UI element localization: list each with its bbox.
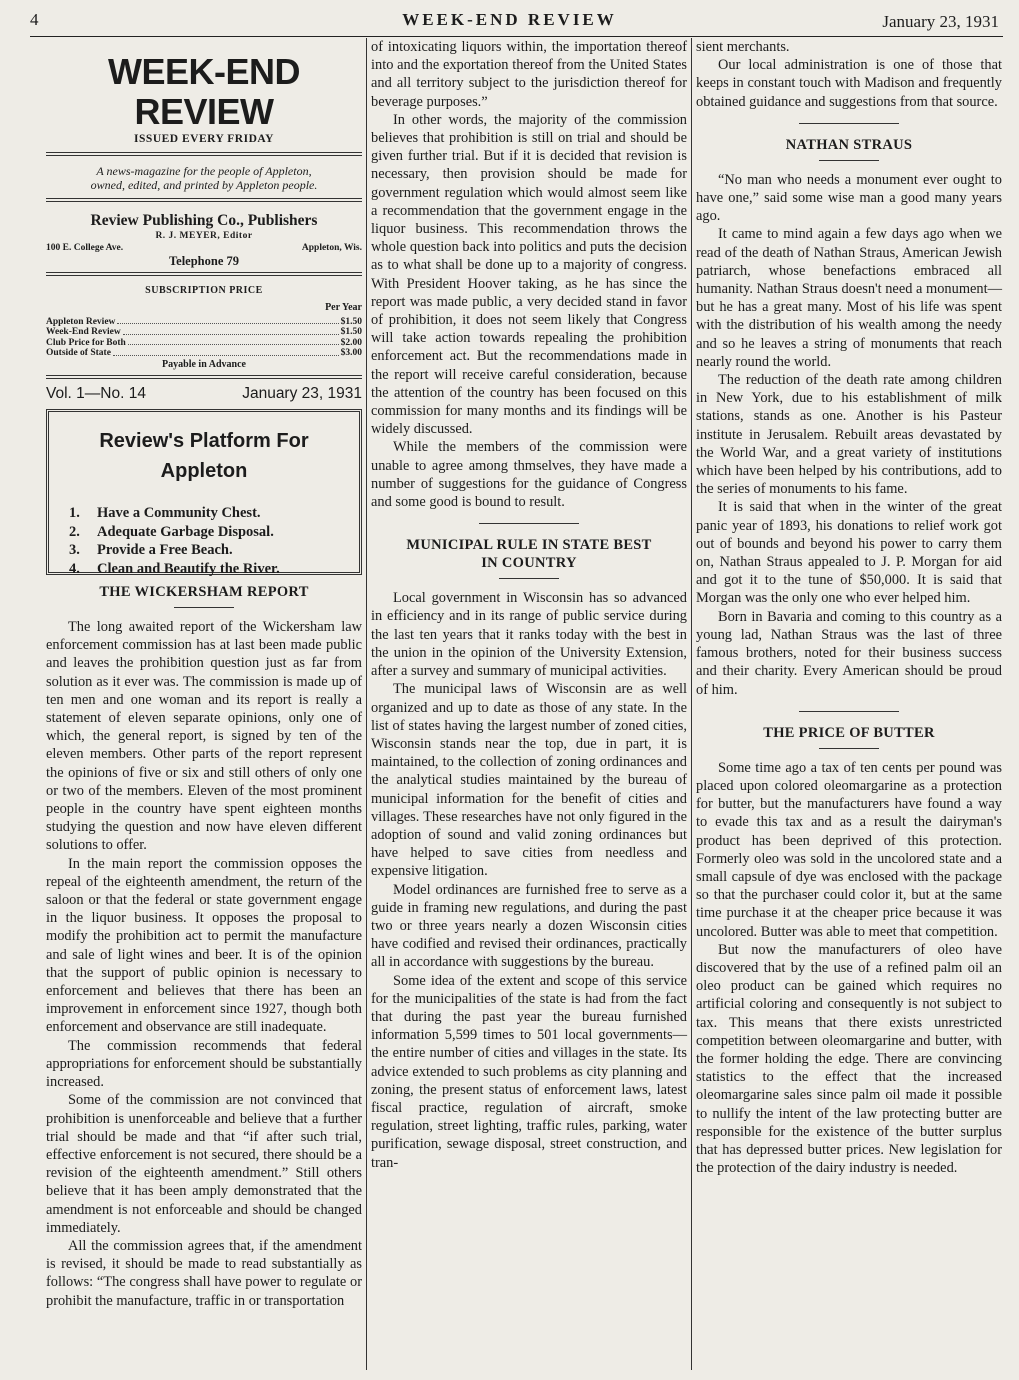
wickersham-heading: THE WICKERSHAM REPORT	[99, 584, 309, 601]
telephone-line: Telephone 79	[168, 254, 240, 269]
item-text: Have a Community Chest.	[97, 505, 261, 522]
masthead-rule	[46, 152, 362, 156]
platform-title-line-1: Review's Platform For	[99, 430, 309, 453]
tagline-line-2: owned, edited, and printed by Appleton people.	[90, 178, 318, 193]
section-rule	[799, 123, 899, 124]
subscription-title: SUBSCRIPTION PRICE	[145, 285, 263, 297]
subscription-per-year: Per Year	[325, 301, 362, 313]
price-label: Club Price for Both	[46, 337, 126, 348]
article-paragraph: “No man who needs a monument ever ought to have one,” said some wise man a good many years ago.	[696, 171, 1002, 225]
heading-rule	[819, 748, 879, 749]
article-paragraph: All the commission agrees that, if the amendment is revised, it should be made to read substantially as follows: “The congress shall have power to regulate or prohibit the manufacture, traffic in or transportation	[46, 1237, 362, 1309]
column-1	[46, 38, 362, 1310]
article-paragraph: Some time ago a tax of ten cents per pound was placed upon colored oleomargarine as a protection for butter, but the manufacturers have found a way to evade this tax and as a result the dairyman's product has been deprived of this protection. Formerly oleo was sold in the uncolored state and a small capsule of dye was enclosed with the package so that the purchaser could color it, but at the same time purchase it at the cheaper price because it was uncolored. Butter was able to meet that competition.	[696, 759, 1002, 940]
editor-line: R. J. MEYER, Editor	[155, 231, 253, 242]
article-paragraph: It is said that when in the winter of the great panic year of 1893, his donations to relief work got out of bounds and beyond his power to carry them on, Nathan Straus appealed to J. P. Morgan for aid and got it to the tune of $50,000. It is said that Morgan was the only one who ever helped him.	[696, 499, 1002, 607]
platform-list	[69, 504, 359, 578]
butter-heading: THE PRICE OF BUTTER	[763, 724, 935, 741]
volume-line	[46, 385, 362, 403]
platform-box	[46, 409, 362, 575]
city-address: Appleton, Wis.	[301, 243, 362, 254]
tagline-rule	[46, 198, 362, 202]
item-text: Provide a Free Beach.	[97, 542, 233, 559]
article-paragraph: Model ordinances are furnished free to serve as a guide in framing new regulations, and during the past two or three years nearly a dozen Wisconsin cities have codified and revised their ordinances, practically all in accordance with suggestions by the bureau.	[371, 881, 687, 971]
article-paragraph: Born in Bavaria and coming to this country as a young lad, Nathan Straus was the last of three famous brothers, noted for their business success and their charity. Every American should be proud of him.	[696, 608, 1002, 698]
municipal-heading-line-1: MUNICIPAL RULE IN STATE BEST	[406, 537, 652, 554]
price-row	[46, 338, 362, 349]
leader-dots	[117, 317, 338, 325]
article-paragraph: The commission recommends that federal appropriations for enforcement should be substantially increased.	[46, 1037, 362, 1091]
running-date: January 23, 1931	[882, 12, 999, 31]
platform-title-line-2: Appleton	[160, 460, 248, 483]
top-rule	[30, 36, 1003, 37]
item-number: 4.	[69, 560, 80, 577]
publisher-line: Review Publishing Co., Publishers	[90, 212, 318, 230]
article-paragraph: Local government in Wisconsin has so advanced in efficiency and in its range of public service during the last ten years that it ranks today with the best in the union in the opinion of the University Extension, after a survey and summary of municipal activities.	[371, 590, 687, 680]
leader-dots	[113, 348, 339, 356]
leader-dots	[123, 327, 339, 335]
masthead-tagline	[46, 164, 362, 192]
volume-date: January 23, 1931	[242, 384, 362, 402]
article-paragraph: sient merchants.	[696, 39, 790, 55]
column-3	[696, 38, 1002, 1177]
item-text: Adequate Garbage Disposal.	[97, 523, 274, 540]
article-paragraph: But now the manufacturers of oleo have discovered that by the use of a refined palm oil an oleo product can be gained which requires no artificial coloring and consequently is not subject to tax. This means that there exists unrestricted competition between oleomargarine and butter, with the former holding the edge. There are convincing statistics to the effect that the increased oleomargarine sales since palm oil made it possible to nullify the intent of the law protecting butter are responsible for the existence of the butter surplus that has depressed butter prices. New legislation for the protection of the dairy industry is needed.	[696, 941, 1002, 1177]
column-2	[371, 38, 687, 1172]
municipal-article	[371, 589, 687, 1172]
article-paragraph: Some idea of the extent and scope of this service for the municipalities of the state is had from the fact that during the past year the bureau furnished information 5,599 times to 501 local governments—the entire number of cities and villages in the state. Its advice extended to such problems as city planning and zoning, the present status of enforcement laws, latest fiscal practice, regulation of aircraft, smoke regulation, street lighting, traffic rules, parking, water purification, sewage disposal, street construction, and tran-	[371, 972, 687, 1171]
article-paragraph: It came to mind again a few days ago when we read of the death of Nathan Straus, American Jewish patriarch, whose benefactions embraced all humanity. Nathan Straus doesn't need a monument—but he has a great many. Most of his life was spent with the distribution of his wealth among the needy and so he leaves a string of monuments that reach nearly round the world.	[696, 226, 1002, 370]
wickersham-article	[46, 618, 362, 1310]
article-paragraph: of intoxicating liquors within, the importation thereof into and the exportation thereof from the United States and all territory subject to the jurisdiction thereof for beverage purposes.”	[371, 39, 687, 110]
article-paragraph: The long awaited report of the Wickersham law enforcement commission has at last been made public and leaves the prohibition question just as far from solution as it ever was. The commission is made up of ten men and one woman and its report is really a statement of eleven separate opinions, only one of which, the general report, is signed by ten of the eleven members. Other parts of the report represent the opinions of five or six and still others of only one or two of the members. Eleven of the most prominent people in the country have spent eighteen months studying the question and now have eleven different solutions to offer.	[46, 619, 362, 854]
article-paragraph: The reduction of the death rate among children in New York, due to his establishment of milk stations, stands as one. Another is his Pasteur institute in Jerusalem. Rebuilt areas devastated by the World War, and a great variety of institutions which have been helped by his contributions, add to the series of monuments to his fame.	[696, 372, 1002, 498]
platform-item	[69, 560, 359, 579]
column-rule-1	[366, 38, 367, 1370]
price-value: $3.00	[340, 348, 362, 359]
section-rule	[799, 711, 899, 712]
price-row	[46, 327, 362, 338]
article-paragraph: The municipal laws of Wisconsin are as well organized and up to date as those of any state. In the list of states having the largest number of zoned cities, Wisconsin stands near the top, due in part, it is maintained, to the collection of zoning ordinances and the analytical studies maintained by the bureau of municipal information for the benefit of cities and villages. These researches have not only figured in the adoption of sound and valid zoning ordinances but have helped to save cities from needless and expensive litigation.	[371, 681, 687, 880]
price-label: Appleton Review	[46, 316, 116, 327]
platform-item	[69, 541, 359, 560]
tagline-line-1: A news-magazine for the people of Appleton,	[96, 164, 312, 179]
item-number: 1.	[69, 505, 80, 522]
price-value: $1.50	[340, 327, 362, 338]
item-number: 3.	[69, 542, 80, 559]
heading-rule	[174, 607, 234, 608]
masthead-issued: ISSUED EVERY FRIDAY	[134, 133, 274, 145]
heading-rule	[499, 578, 559, 579]
subscription-table	[46, 317, 362, 359]
article-paragraph: While the members of the commission were unable to agree among thmselves, they have made a number of suggestions for the guidance of Congress and some good is bound to result.	[371, 439, 687, 511]
butter-article	[696, 759, 1002, 1178]
item-number: 2.	[69, 523, 80, 540]
wickersham-continued	[371, 38, 687, 511]
platform-item	[69, 504, 359, 523]
section-rule	[479, 523, 579, 524]
straus-heading: NATHAN STRAUS	[785, 136, 913, 153]
street-address: 100 E. College Ave.	[46, 243, 124, 254]
item-text: Clean and Beautify the River.	[97, 560, 280, 577]
article-paragraph: In the main report the commission opposes the repeal of the eighteenth amendment, the return of the saloon or that the federal or state government engage in the liquor business. It opposes the proposal to modify the prohibition act to permit the manufacture and sale of light wines and beer. It is of the opinion that the support of public opinion is necessary to enforcement and believes that there has been an improvement in enforcement since 1927, though both enforcement and observance are still inadequate.	[46, 855, 362, 1036]
platform-item	[69, 523, 359, 542]
page-number: 4	[30, 10, 39, 29]
article-paragraph: Some of the commission are not convinced that prohibition is unenforceable and believe that a further trial should be made and that “if after such trial, effective enforcement is not secured, there should be a revision of the eighteenth amendment.” Still others believe that it has been amply demonstrated that the amendment is not enforceable and should be changed immediately.	[46, 1092, 362, 1236]
municipal-heading-line-2: IN COUNTRY	[481, 555, 577, 572]
price-value: $2.00	[340, 337, 362, 348]
price-row	[46, 317, 362, 328]
address-line	[46, 242, 362, 254]
running-title: WEEK-END REVIEW	[402, 10, 617, 29]
straus-article	[696, 171, 1002, 699]
article-paragraph: In other words, the majority of the commission believes that prohibition is still on trial and should be given further trial. But if it is decided that revision is necessary, then provision should be made for government regulation which would almost seem like a recommendation that the government engage in the liquor business. This recommendation throws the whole question back into politics and puts the decision as to what shall be done up to a majority of congress. With President Hoover taking, as he has since the report was made public, a very decided stand in favor of prohibition, it does not seem likely that Congress will take action towards repealing the prohibition enforcement act. But the recommendations made in the report will receive careful consideration, because the attention of the country has been focused on this commission for many months and its findings will be widely discussed.	[371, 111, 687, 438]
heading-rule	[819, 160, 879, 161]
publisher-rule	[46, 272, 362, 276]
municipal-heading	[371, 536, 687, 572]
price-value: $1.50	[340, 316, 362, 327]
price-row	[46, 348, 362, 359]
municipal-continued	[696, 38, 1002, 111]
price-label: Week-End Review	[46, 327, 121, 338]
column-rule-2	[691, 38, 692, 1370]
payable-note: Payable in Advance	[162, 358, 246, 370]
price-label: Outside of State	[46, 348, 111, 359]
masthead-title: WEEK-END REVIEW	[108, 51, 300, 132]
leader-dots	[128, 338, 339, 346]
article-paragraph: Our local administration is one of those that keeps in constant touch with Madison and frequently obtained guidance and suggestions from that source.	[696, 57, 1002, 110]
volume-issue: Vol. 1—No. 14	[46, 384, 146, 402]
platform-title	[49, 426, 359, 486]
subscription-rule	[46, 375, 362, 379]
